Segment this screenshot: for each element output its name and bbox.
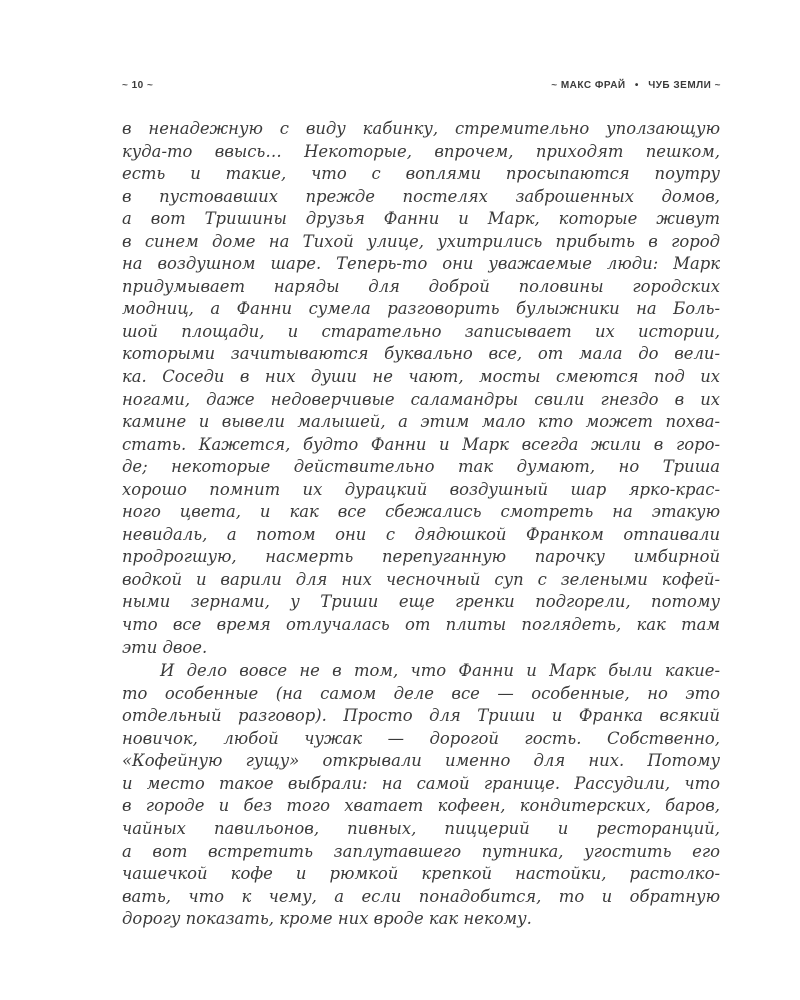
text-line: и место такое выбрали: на самой границе. Рассудили, что — [122, 773, 720, 793]
text-line: хорошо помнит их дурацкий воздушный шар ярко-крас- — [122, 479, 720, 499]
text-line: что все время отлучалась от плиты поглядеть, как там — [122, 615, 720, 635]
text-line: дорогу показать, кроме них вроде как некому. — [122, 909, 532, 929]
ornament-left: ~ — [551, 80, 558, 91]
text-line: куда-то ввысь… Некоторые, впрочем, приходят пешком, — [122, 141, 720, 161]
text-line: которыми зачитываются буквально все, от мала до вели- — [122, 344, 720, 364]
text-line: то особенные (на самом деле все — особенные, но это — [122, 683, 720, 703]
ornament-left: ~ — [122, 80, 129, 91]
text-line: придумывает наряды для доброй половины городских — [122, 276, 720, 296]
book-title: ЧУБ ЗЕМЛИ — [648, 80, 712, 91]
text-line: ными зернами, у Триши еще гренки подгорели, потому — [122, 592, 720, 612]
text-line: продрогшую, насмерть перепуганную парочку имбирной — [122, 547, 720, 567]
text-line: а вот Тришины друзья Фанни и Марк, которые живут — [122, 209, 720, 229]
text-line: чайных павильонов, пивных, пиццерий и ресторанций, — [122, 818, 720, 838]
paragraph — [122, 118, 720, 659]
text-line: вать, что к чему, а если понадобится, то и обратную — [122, 886, 720, 906]
body-text — [122, 118, 720, 931]
running-header — [122, 80, 721, 96]
text-line: «Кофейную гущу» открывали именно для них. Потому — [122, 751, 720, 771]
text-line: ка. Соседи в них души не чают, мосты смеются под их — [122, 367, 720, 387]
paragraph — [122, 660, 720, 931]
text-line: а вот встретить заплутавшего путника, угостить его — [122, 841, 720, 861]
author-name: МАКС ФРАЙ — [560, 80, 626, 91]
text-line: отдельный разговор). Просто для Триши и Франка всякий — [122, 706, 720, 726]
page-number-value: 10 — [131, 80, 144, 91]
ornament-right: ~ — [714, 80, 721, 91]
text-line: чашечкой кофе и рюмкой крепкой настойки, растолко- — [122, 864, 720, 884]
ornament-right: ~ — [147, 80, 154, 91]
text-line: камине и вывели малышей, а этим мало кто может похва- — [122, 412, 720, 432]
text-line: де; некоторые действительно так думают, но Триша — [122, 457, 720, 477]
text-line: в синем доме на Тихой улице, ухитрились прибыть в город — [122, 231, 720, 251]
text-line: в ненадежную с виду кабинку, стремительно уползающую — [122, 119, 720, 138]
text-line: модниц, а Фанни сумела разговорить булыжники на Боль- — [122, 299, 720, 319]
text-line: эти двое. — [122, 637, 208, 657]
text-line: шой площади, и старательно записывает их истории, — [122, 321, 720, 341]
text-line: в городе и без того хватает кофеен, кондитерских, баров, — [122, 796, 720, 816]
text-line: И дело вовсе не в том, что Фанни и Марк были какие- — [160, 661, 720, 681]
text-line: ного цвета, и как все сбежались смотреть на этакую — [122, 502, 720, 522]
text-line: в пустовавших прежде постелях заброшенных домов, — [122, 186, 720, 206]
text-line: новичок, любой чужак — дорогой гость. Собственно, — [122, 728, 720, 748]
text-line: на воздушном шаре. Теперь-то они уважаемые люди: Марк — [122, 254, 720, 274]
text-line: невидаль, а потом они с дядюшкой Франком отпаивали — [122, 524, 720, 544]
text-line: ногами, даже недоверчивые саламандры свили гнездо в их — [122, 389, 720, 409]
page-number — [122, 80, 153, 91]
header-separator: • — [634, 80, 639, 91]
text-line: стать. Кажется, будто Фанни и Марк всегда жили в горо- — [122, 434, 720, 454]
text-line: есть и такие, что с воплями просыпаются поутру — [122, 164, 720, 184]
text-line: водкой и варили для них чесночный суп с зелеными кофей- — [122, 569, 720, 589]
book-header — [551, 80, 721, 91]
